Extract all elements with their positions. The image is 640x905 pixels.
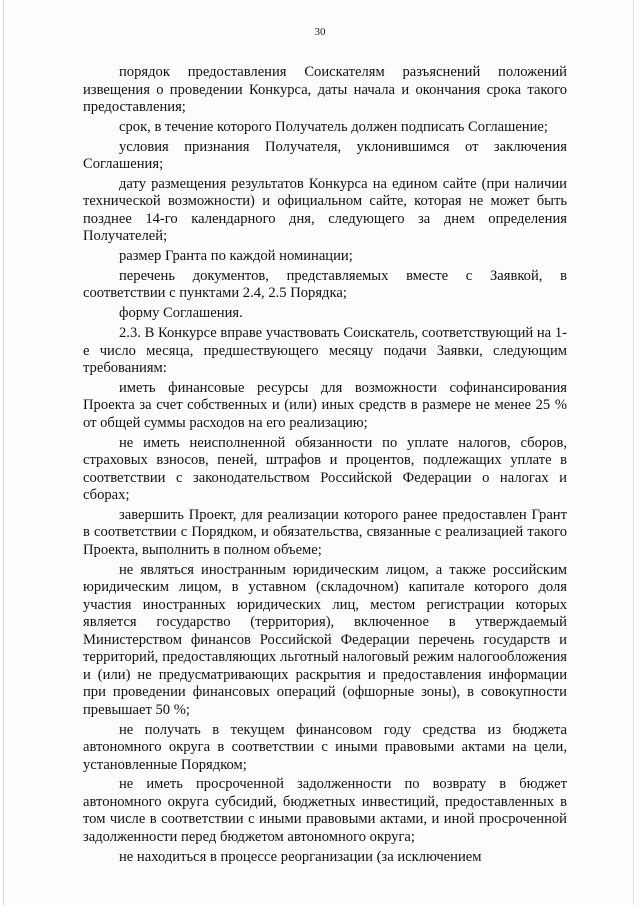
paragraph-no-other-funds: не получать в текущем финансовом году средства из бюджета автономного округа в соответствии с иными правовыми актами на цели, установленные Порядком; [83, 721, 567, 773]
paragraph-results-publication-date: дату размещения результатов Конкурса на едином сайте (при наличии технической возможности) и официальном сайте, которая не может быть позднее 14-го календарного дня, следующего за днем определения Получателей; [83, 175, 567, 245]
paragraph-no-reorganization: не находиться в процессе реорганизации (за исключением [119, 848, 482, 865]
paragraph-complete-project: завершить Проект, для реализации которого ранее предоставлен Грант в соответствии с Порядком, и обязательства, связанные с реализацией такого Проекта, выполнить в полном объеме; [83, 506, 567, 558]
paragraph-documents-list: перечень документов, представляемых вместе с Заявкой, в соответствии с пунктами 2.4, 2.5 Порядка; [83, 267, 567, 302]
page-number: 30 [314, 26, 326, 38]
paragraph-no-tax-debt: не иметь неисполненной обязанности по уплате налогов, сборов, страховых взносов, пеней, штрафов и процентов, подлежащих уплате в соответствии с законодательством Российской Федерации о налогах и сборах; [83, 434, 567, 504]
scan-edge-left [3, 0, 4, 905]
paragraph-grant-size: размер Гранта по каждой номинации; [119, 248, 353, 265]
paragraph-cofinancing: иметь финансовые ресурсы для возможности софинансирования Проекта за счет собственных и (или) иных средств в размере не менее 25 % от общей суммы расходов на его реализацию; [83, 379, 567, 431]
paragraph-no-overdue-debt: не иметь просроченной задолженности по возврату в бюджет автономного округа субсидий, бюджетных инвестиций, предоставленных в том числе в соответствии с иными правовыми актами, и иной просроченной задолженности перед бюджетом автономного округа; [83, 776, 567, 845]
paragraph-clarification-procedure: порядок предоставления Соискателям разъяснений положений извещения о проведении Конкурса, даты начала и окончания срока такого предоставления; [83, 64, 567, 115]
paragraph-agreement-form: форму Соглашения. [119, 305, 243, 322]
paragraph-section-2-3: 2.3. В Конкурсе вправе участвовать Соискатель, соответствующий на 1-е число месяца, предшествующего месяцу подачи Заявки, следующим требованиям: [83, 325, 567, 377]
paragraph-agreement-deadline: срок, в течение которого Получатель должен подписать Соглашение; [119, 118, 548, 135]
document-body [83, 64, 567, 868]
scan-edge-right [633, 0, 634, 905]
paragraph-not-foreign-entity: не являться иностранным юридическим лицом, а также российским юридическим лицом, в уставном (складочном) капитале которого доля участия иностранных юридических лиц, местом регистрации которых является государство (территория), включенное в утверждаемый Министерством финансов Российской Федерации перечень государств и территорий, предоставляющих льготный налоговый режим налогообложения и (или) не предусматривающих раскрытия и предоставления информации при проведении финансовых операций (офшорные зоны), в совокупности превышает 50 %; [83, 561, 567, 718]
paragraph-evasion-conditions: условия признания Получателя, уклонившимся от заключения Соглашения; [83, 138, 567, 173]
